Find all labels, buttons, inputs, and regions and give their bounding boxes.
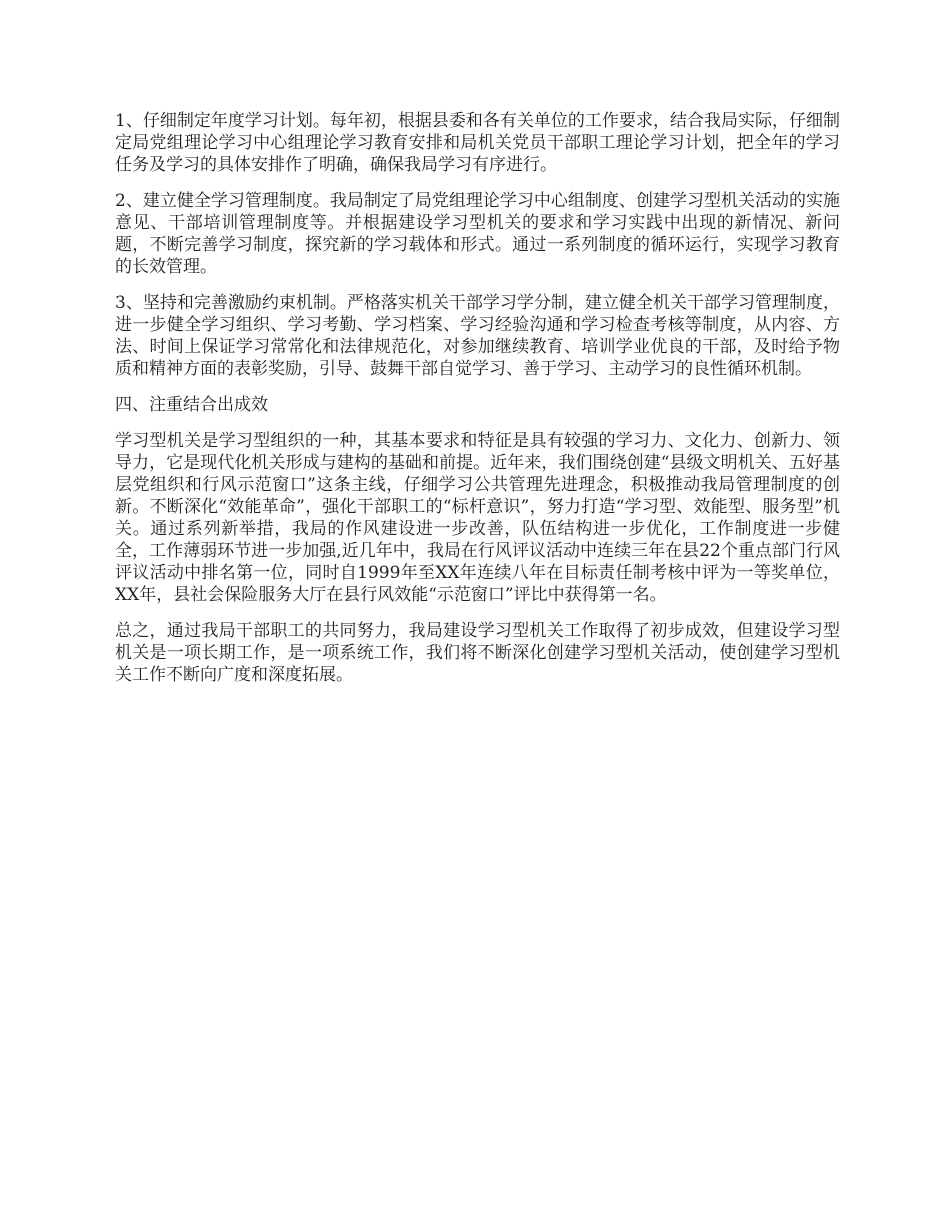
section-heading-results: 四、注重结合出成效 <box>115 395 268 415</box>
paragraph-1-study-plan: 1、仔细制定年度学习计划。每年初，根据县委和各有关单位的工作要求，结合我局实际，仔细制定局党组理论学习中心组理论学习教育安排和局机关党员干部职工理论学习计划，把全年的学习任务及学习的具体安排作了明确，确保我局学习有序进行。 <box>115 111 840 175</box>
paragraph-2-management-system: 2、建立健全学习管理制度。我局制定了局党组理论学习中心组制度、创建学习型机关活动的实施意见、干部培训管理制度等。并根据建设学习型机关的要求和学习实践中出现的新情况、新问题，不断完善学习制度，探究新的学习载体和形式。通过一系列制度的循环运行，实现学习教育的长效管理。 <box>115 191 840 277</box>
paragraph-3-incentive-mechanism: 3、坚持和完善激励约束机制。严格落实机关干部学习学分制，建立健全机关干部学习管理制度，进一步健全学习组织、学习考勤、学习档案、学习经验沟通和学习检查考核等制度，从内容、方法、时间上保证学习常常化和法律规范化，对参加继续教育、培训学业优良的干部，及时给予物质和精神方面的表彰奖励，引导、鼓舞干部自觉学习、善于学习、主动学习的良性循环机制。 <box>115 293 840 379</box>
paragraph-learning-organization: 学习型机关是学习型组织的一种，其基本要求和特征是具有较强的学习力、文化力、创新力、领导力，它是现代化机关形成与建构的基础和前提。近年来，我们围绕创建“县级文明机关、五好基层党组织和行风示范窗口”这条主线，仔细学习公共管理先进理念，积极推动我局管理制度的创新。不断深化“效能革命”，强化干部职工的“标杆意识”，努力打造“学习型、效能型、服务型”机关。通过系列新举措，我局的作风建设进一步改善，队伍结构进一步优化，工作制度进一步健全，工作薄弱环节进一步加强,近几年中，我局在行风评议活动中连续三年在县22个重点部门行风评议活动中排名第一位，同时自1999年至XX年连续八年在目标责任制考核中评为一等奖单位，XX年，县社会保险服务大厅在县行风效能“示范窗口”评比中获得第一名。 <box>115 431 840 605</box>
paragraph-conclusion: 总之，通过我局干部职工的共同努力，我局建设学习型机关工作取得了初步成效，但建设学习型机关是一项长期工作，是一项系统工作，我们将不断深化创建学习型机关活动，使创建学习型机关工作不断向广度和深度拓展。 <box>115 621 840 685</box>
document-page <box>115 110 840 700</box>
